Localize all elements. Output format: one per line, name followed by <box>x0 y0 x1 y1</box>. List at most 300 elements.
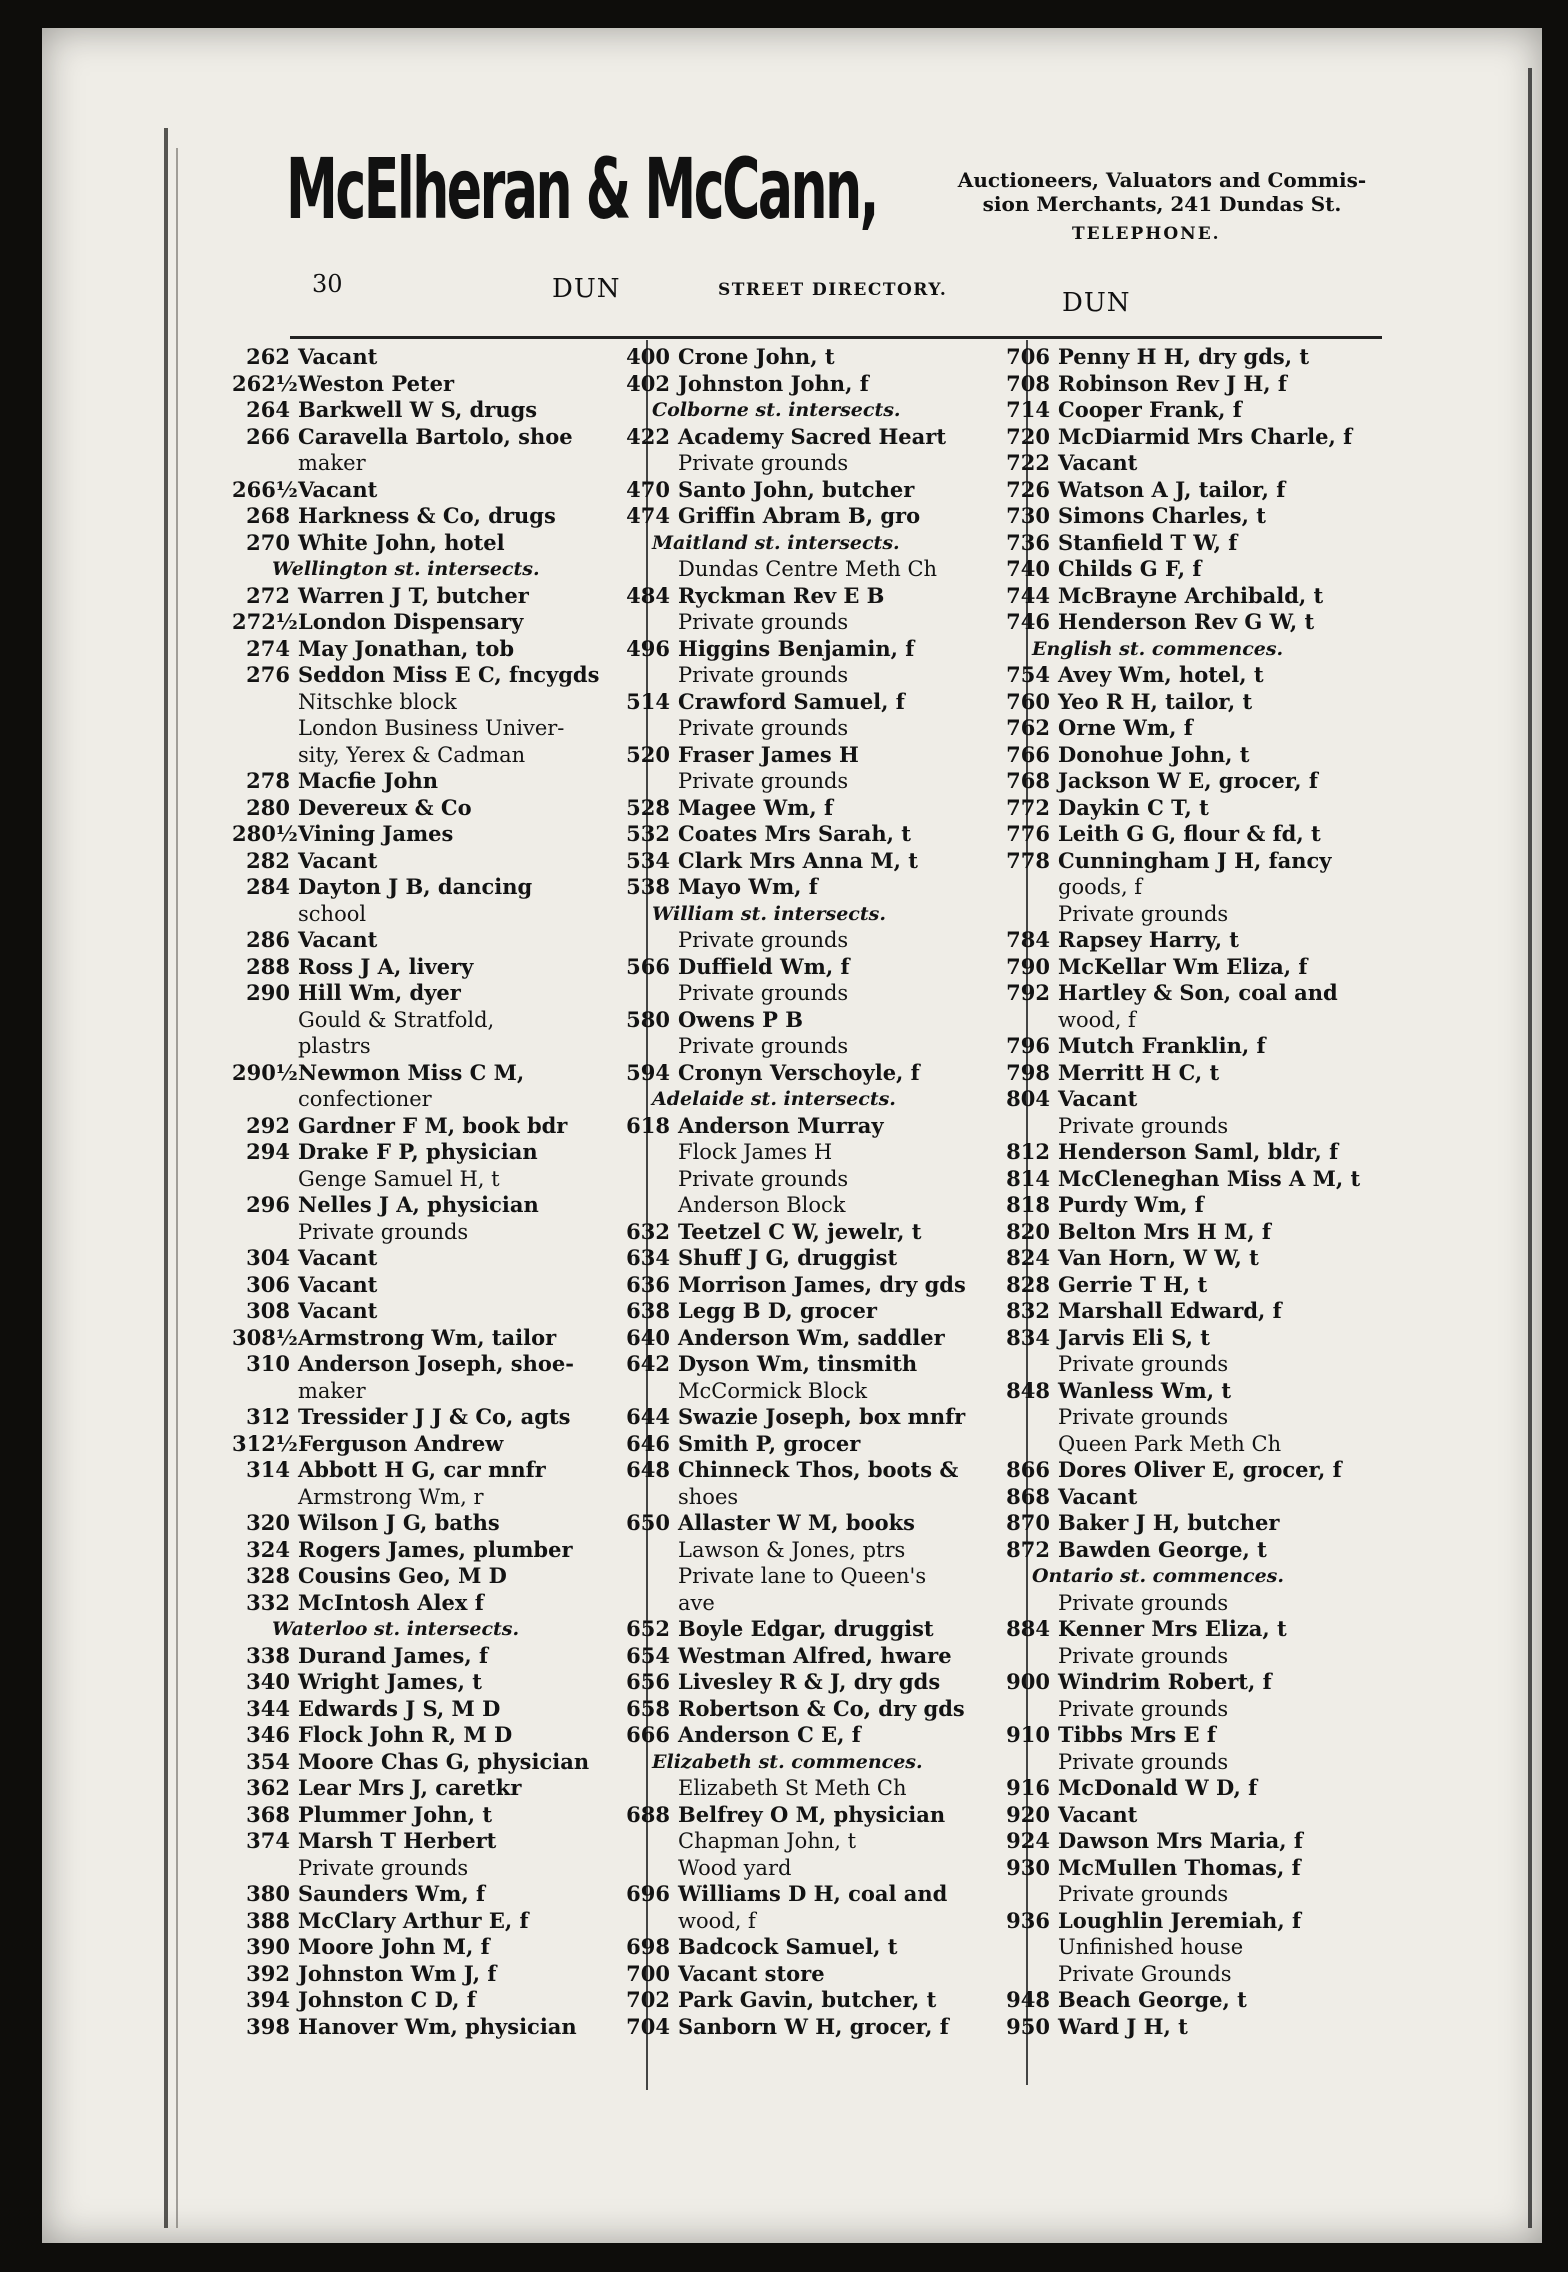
resident-name: Orne Wm, f <box>1058 715 1193 740</box>
directory-entry <box>232 1749 642 1776</box>
directory-entry <box>992 662 1382 689</box>
directory-entry <box>992 689 1382 716</box>
resident-name: Gould & Stratfold, <box>298 1007 495 1032</box>
directory-entry <box>992 1934 1382 1961</box>
directory-entry <box>992 980 1382 1007</box>
resident-name: Private grounds <box>678 663 849 687</box>
directory-entry <box>232 1643 642 1670</box>
resident-name: Wood yard <box>678 1855 792 1880</box>
house-number: 766 <box>1006 741 1050 767</box>
house-number: 296 <box>246 1192 290 1217</box>
directory-entry <box>232 1351 642 1378</box>
directory-entry <box>992 1457 1382 1484</box>
directory-entry <box>612 1775 1012 1802</box>
house-number: 924 <box>1006 1828 1050 1853</box>
house-number: 314 <box>246 1457 290 1482</box>
directory-entry <box>232 1855 642 1882</box>
directory-entry <box>612 821 1012 848</box>
house-number: 266 <box>246 423 290 449</box>
resident-name: Barkwell W S, drugs <box>298 397 538 422</box>
house-number: 362 <box>246 1775 290 1800</box>
directory-entry <box>232 477 642 504</box>
house-number: 648 <box>626 1457 670 1482</box>
directory-entry <box>612 1616 1012 1643</box>
running-header <box>300 268 1380 318</box>
directory-entry <box>612 1563 1012 1590</box>
resident-name: Jackson W E, grocer, f <box>1058 768 1318 793</box>
resident-name: Warren J T, butcher <box>298 582 529 608</box>
resident-name: Robertson & Co, dry gds <box>678 1695 965 1721</box>
resident-name: Daykin C T, t <box>1058 794 1209 820</box>
house-number: 792 <box>1006 980 1050 1005</box>
house-number: 790 <box>1006 953 1050 979</box>
directory-entry <box>232 397 642 424</box>
resident-name: Academy Sacred Heart <box>678 423 947 449</box>
directory-entry <box>612 609 1012 636</box>
house-number: 652 <box>626 1616 670 1641</box>
resident-name: sity, Yerex & Cadman <box>298 742 526 767</box>
house-number: 346 <box>246 1722 290 1747</box>
directory-entry <box>612 662 1012 689</box>
resident-name: Van Horn, W W, t <box>1058 1245 1259 1270</box>
directory-entry <box>232 1881 642 1908</box>
resident-name: Waterloo st. intersects. <box>272 1618 520 1640</box>
resident-name: Loughlin Jeremiah, f <box>1058 1907 1301 1933</box>
resident-name: Vacant <box>298 476 378 502</box>
directory-entry <box>612 1431 1012 1458</box>
resident-name: Anderson Block <box>678 1193 846 1217</box>
directory-entry <box>992 1590 1382 1617</box>
house-number: 950 <box>1006 2013 1050 2039</box>
directory-entry <box>612 1192 1012 1219</box>
house-number: 328 <box>246 1563 290 1588</box>
resident-name: plastrs <box>298 1034 371 1058</box>
directory-entry <box>232 1431 642 1458</box>
directory-entry <box>992 1139 1382 1166</box>
house-number: 930 <box>1006 1854 1050 1880</box>
resident-name: Dundas Centre Meth Ch <box>678 557 938 581</box>
resident-name: Private grounds <box>1058 1643 1229 1668</box>
house-number: 796 <box>1006 1033 1050 1058</box>
resident-name: Private grounds <box>678 451 849 475</box>
resident-name: Santo John, butcher <box>678 476 915 502</box>
directory-entry <box>612 1113 1012 1140</box>
resident-name: Private grounds <box>1058 1590 1229 1615</box>
house-number: 632 <box>626 1218 670 1244</box>
resident-name: London Dispensary <box>298 609 524 634</box>
resident-name: Beach George, t <box>1058 1987 1247 2012</box>
resident-name: McCormick Block <box>678 1378 868 1403</box>
directory-entry <box>232 1245 642 1272</box>
directory-entry <box>992 874 1382 901</box>
directory-entry <box>612 715 1012 742</box>
resident-name: Queen Park Meth Ch <box>1058 1431 1282 1456</box>
directory-entry <box>232 371 642 398</box>
house-number: 520 <box>626 741 670 767</box>
advertisement-banner <box>286 140 1406 270</box>
house-number: 538 <box>626 874 670 899</box>
directory-entry <box>232 1775 642 1802</box>
resident-name: Yeo R H, tailor, t <box>1058 688 1253 714</box>
directory-entry <box>232 583 642 610</box>
directory-entry <box>232 1113 642 1140</box>
resident-name: Anderson C E, f <box>678 1722 861 1747</box>
house-number: 866 <box>1006 1457 1050 1482</box>
directory-entry <box>612 1908 1012 1935</box>
directory-entry <box>612 1802 1012 1829</box>
resident-name: Belfrey O M, physician <box>678 1801 946 1827</box>
house-number: 814 <box>1006 1165 1050 1191</box>
resident-name: Private grounds <box>678 769 849 793</box>
resident-name: Private grounds <box>678 981 849 1005</box>
resident-name: Hanover Wm, physician <box>298 2013 577 2039</box>
brand-description <box>912 168 1412 216</box>
street-intersection-note <box>232 556 642 583</box>
directory-entry <box>612 980 1012 1007</box>
directory-entry <box>992 1722 1382 1749</box>
running-head-left: DUN <box>552 274 621 304</box>
house-number: 338 <box>246 1642 290 1668</box>
directory-entry <box>612 1934 1012 1961</box>
directory-entry <box>232 1219 642 1246</box>
directory-entry <box>992 1113 1382 1140</box>
resident-name: Park Gavin, butcher, t <box>678 1987 937 2012</box>
resident-name: Abbott H G, car mnfr <box>298 1457 546 1482</box>
directory-entry <box>232 1192 642 1219</box>
directory-entry <box>232 609 642 636</box>
directory-entry <box>992 1166 1382 1193</box>
resident-name: Chinneck Thos, boots & <box>678 1457 959 1482</box>
directory-entry <box>232 689 642 716</box>
house-number: 288 <box>246 953 290 979</box>
directory-entry <box>232 1934 642 1961</box>
resident-name: Simons Charles, t <box>1058 503 1266 528</box>
resident-name: McClary Arthur E, f <box>298 1907 529 1933</box>
resident-name: Lear Mrs J, caretkr <box>298 1775 522 1800</box>
resident-name: Dyson Wm, tinsmith <box>678 1351 918 1376</box>
resident-name: ave <box>678 1590 715 1615</box>
house-number: 266½ <box>232 476 298 502</box>
directory-entry <box>992 1245 1382 1272</box>
resident-name: Gerrie T H, t <box>1058 1271 1208 1297</box>
directory-entry <box>992 742 1382 769</box>
directory-entry <box>992 901 1382 928</box>
resident-name: Johnston John, f <box>678 370 869 396</box>
directory-entry <box>232 1510 642 1537</box>
resident-name: Private grounds <box>678 1166 849 1191</box>
house-number: 268 <box>246 503 290 528</box>
resident-name: Higgins Benjamin, f <box>678 635 915 661</box>
house-number: 388 <box>246 1907 290 1933</box>
directory-entry <box>612 1245 1012 1272</box>
house-number: 722 <box>1006 450 1050 475</box>
house-number: 262½ <box>232 370 298 396</box>
house-number: 746 <box>1006 609 1050 634</box>
house-number: 666 <box>626 1722 670 1747</box>
resident-name: Rapsey Harry, t <box>1058 927 1240 952</box>
directory-entry <box>232 1669 642 1696</box>
resident-name: Private grounds <box>1058 1749 1229 1774</box>
house-number: 818 <box>1006 1192 1050 1217</box>
resident-name: Stanfield T W, f <box>1058 529 1238 555</box>
page-edge-line <box>176 148 178 2228</box>
resident-name: Moore Chas G, physician <box>298 1748 590 1774</box>
running-head-right: DUN <box>1062 288 1131 318</box>
resident-name: Plummer John, t <box>298 1801 493 1827</box>
directory-entry <box>612 1537 1012 1564</box>
directory-entry <box>992 1298 1382 1325</box>
directory-entry <box>612 768 1012 795</box>
resident-name: Mayo Wm, f <box>678 874 818 899</box>
house-number: 280½ <box>232 821 298 846</box>
directory-entry <box>612 371 1012 398</box>
resident-name: Vacant <box>1058 1086 1138 1111</box>
house-number: 528 <box>626 794 670 820</box>
directory-entry <box>992 556 1382 583</box>
directory-entry <box>232 742 642 769</box>
directory-entry <box>612 1272 1012 1299</box>
house-number: 308½ <box>232 1324 298 1350</box>
resident-name: Edwards J S, M D <box>298 1695 501 1721</box>
house-number: 262 <box>246 344 290 369</box>
house-number: 306 <box>246 1271 290 1297</box>
directory-entry <box>232 2014 642 2041</box>
street-intersection-note <box>232 1616 642 1643</box>
house-number: 320 <box>246 1510 290 1535</box>
directory-entry <box>612 1351 1012 1378</box>
resident-name: Private grounds <box>298 1219 469 1244</box>
resident-name: Colborne st. intersects. <box>652 399 901 421</box>
house-number: 768 <box>1006 768 1050 793</box>
street-intersection-note <box>612 530 1012 557</box>
resident-name: Armstrong Wm, tailor <box>298 1324 557 1350</box>
resident-name: Wright James, t <box>298 1669 482 1694</box>
resident-name: Anderson Joseph, shoe- <box>298 1351 574 1376</box>
resident-name: Hill Wm, dyer <box>298 980 461 1005</box>
resident-name: Private grounds <box>678 1034 849 1058</box>
resident-name: Legg B D, grocer <box>678 1298 877 1323</box>
resident-name: Seddon Miss E C, fncygds <box>298 662 600 687</box>
directory-entry <box>232 1457 642 1484</box>
street-intersection-note <box>992 636 1382 663</box>
resident-name: Vining James <box>298 821 454 846</box>
house-number: 534 <box>626 847 670 873</box>
house-number: 394 <box>246 1987 290 2012</box>
directory-entry <box>992 1219 1382 1246</box>
house-number: 700 <box>626 1960 670 1986</box>
resident-name: maker <box>298 1378 366 1403</box>
resident-name: Private grounds <box>678 928 849 952</box>
house-number: 310 <box>246 1351 290 1376</box>
house-number: 368 <box>246 1801 290 1827</box>
directory-entry <box>612 1510 1012 1537</box>
house-number: 696 <box>626 1881 670 1906</box>
directory-entry <box>612 1060 1012 1087</box>
directory-entry <box>232 1590 642 1617</box>
resident-name: Private lane to Queen's <box>678 1564 927 1588</box>
directory-entry <box>992 397 1382 424</box>
resident-name: Penny H H, dry gds, t <box>1058 344 1310 369</box>
directory-entry <box>612 1669 1012 1696</box>
resident-name: Shuff J G, druggist <box>678 1245 898 1270</box>
directory-entry <box>232 1007 642 1034</box>
house-number: 798 <box>1006 1059 1050 1085</box>
house-number: 762 <box>1006 715 1050 740</box>
house-number: 474 <box>626 503 670 528</box>
directory-entry <box>992 927 1382 954</box>
directory-entry <box>992 1272 1382 1299</box>
house-number: 698 <box>626 1934 670 1959</box>
house-number: 776 <box>1006 821 1050 846</box>
house-number: 270 <box>246 529 290 555</box>
resident-name: Drake F P, physician <box>298 1139 538 1164</box>
directory-entry <box>232 901 642 928</box>
resident-name: McDiarmid Mrs Charle, f <box>1058 423 1353 449</box>
house-number: 772 <box>1006 794 1050 820</box>
resident-name: English st. commences. <box>1032 637 1284 660</box>
directory-entry <box>992 1961 1382 1988</box>
directory-entry <box>232 1378 642 1405</box>
directory-column-3 <box>992 344 1382 2040</box>
resident-name: Harkness & Co, drugs <box>298 503 556 528</box>
resident-name: Bawden George, t <box>1058 1536 1267 1562</box>
house-number: 744 <box>1006 582 1050 608</box>
resident-name: Robinson Rev J H, f <box>1058 370 1287 396</box>
house-number: 714 <box>1006 397 1050 422</box>
directory-entry <box>612 424 1012 451</box>
directory-entry <box>232 503 642 530</box>
resident-name: Caravella Bartolo, shoe <box>298 423 573 449</box>
house-number: 824 <box>1006 1245 1050 1270</box>
resident-name: shoes <box>678 1484 739 1509</box>
resident-name: Leith G G, flour & fd, t <box>1058 821 1321 846</box>
house-number: 308 <box>246 1298 290 1323</box>
directory-entry <box>992 1325 1382 1352</box>
resident-name: Ferguson Andrew <box>298 1430 504 1456</box>
directory-entry <box>612 848 1012 875</box>
directory-entry <box>992 1643 1382 1670</box>
directory-entry <box>612 1881 1012 1908</box>
directory-entry <box>992 1404 1382 1431</box>
directory-entry <box>612 1007 1012 1034</box>
house-number: 872 <box>1006 1536 1050 1562</box>
directory-entry <box>612 1139 1012 1166</box>
directory-entry <box>232 954 642 981</box>
house-number: 272 <box>246 582 290 608</box>
directory-entry <box>992 821 1382 848</box>
house-number: 948 <box>1006 1987 1050 2012</box>
resident-name: Avey Wm, hotel, t <box>1058 662 1264 687</box>
header-rule <box>290 336 1382 339</box>
resident-name: Ross J A, livery <box>298 953 474 979</box>
directory-entry <box>612 954 1012 981</box>
directory-entry <box>612 927 1012 954</box>
resident-name: Rogers James, plumber <box>298 1536 573 1562</box>
resident-name: Private grounds <box>1058 901 1229 926</box>
resident-name: Private Grounds <box>1058 1961 1232 1986</box>
running-head-title: STREET DIRECTORY. <box>718 280 948 300</box>
brand-name: McElheran & McCann, <box>286 140 877 238</box>
house-number: 398 <box>246 2013 290 2039</box>
directory-entry <box>612 1696 1012 1723</box>
directory-entry <box>232 1802 642 1829</box>
house-number: 496 <box>626 635 670 661</box>
directory-entry <box>992 1510 1382 1537</box>
directory-entry <box>992 371 1382 398</box>
directory-entry <box>992 477 1382 504</box>
house-number: 292 <box>246 1112 290 1138</box>
directory-entry <box>612 1378 1012 1405</box>
resident-name: school <box>298 901 367 926</box>
resident-name: Flock James H <box>678 1140 833 1164</box>
resident-name: McIntosh Alex f <box>298 1589 484 1615</box>
house-number: 282 <box>246 847 290 873</box>
resident-name: Livesley R & J, dry gds <box>678 1669 941 1694</box>
directory-entry <box>992 1987 1382 2014</box>
house-number: 402 <box>626 370 670 396</box>
directory-entry <box>232 1404 642 1431</box>
street-intersection-note <box>612 901 1012 928</box>
directory-entry <box>232 821 642 848</box>
resident-name: Vacant <box>298 1245 378 1270</box>
house-number: 644 <box>626 1404 670 1429</box>
resident-name: Gardner F M, book bdr <box>298 1112 568 1138</box>
directory-entry <box>612 1722 1012 1749</box>
house-number: 784 <box>1006 927 1050 952</box>
resident-name: London Business Univer- <box>298 716 565 740</box>
resident-name: Anderson Wm, saddler <box>678 1324 945 1350</box>
resident-name: Wanless Wm, t <box>1058 1377 1232 1403</box>
resident-name: Mutch Franklin, f <box>1058 1033 1266 1058</box>
directory-entry <box>232 662 642 689</box>
directory-entry <box>992 1696 1382 1723</box>
directory-entry <box>232 795 642 822</box>
resident-name: Purdy Wm, f <box>1058 1192 1204 1217</box>
resident-name: Saunders Wm, f <box>298 1881 486 1906</box>
resident-name: Jarvis Eli S, t <box>1058 1324 1210 1350</box>
resident-name: Maitland st. intersects. <box>652 531 900 554</box>
directory-entry <box>232 1987 642 2014</box>
directory-entry <box>612 1404 1012 1431</box>
resident-name: Weston Peter <box>298 370 455 396</box>
house-number: 820 <box>1006 1218 1050 1244</box>
resident-name: Private grounds <box>678 610 849 634</box>
directory-entry <box>992 1007 1382 1034</box>
directory-entry <box>992 2014 1382 2041</box>
house-number: 566 <box>626 953 670 979</box>
directory-entry <box>612 503 1012 530</box>
directory-entry <box>232 1139 642 1166</box>
house-number: 422 <box>626 423 670 449</box>
directory-entry <box>992 450 1382 477</box>
directory-entry <box>992 1881 1382 1908</box>
house-number: 312½ <box>232 1430 298 1456</box>
resident-name: Elizabeth St Meth Ch <box>678 1776 907 1800</box>
resident-name: Cronyn Verschoyle, f <box>678 1059 920 1085</box>
resident-name: Marsh T Herbert <box>298 1828 497 1853</box>
directory-entry <box>992 1775 1382 1802</box>
directory-entry <box>232 344 642 371</box>
resident-name: Childs G F, f <box>1058 556 1202 581</box>
directory-entry <box>992 1378 1382 1405</box>
resident-name: Nitschke block <box>298 689 457 714</box>
resident-name: Tressider J J & Co, agts <box>298 1404 571 1429</box>
resident-name: Wilson J G, baths <box>298 1510 500 1535</box>
resident-name: Nelles J A, physician <box>298 1192 539 1217</box>
directory-entry <box>232 768 642 795</box>
house-number: 900 <box>1006 1669 1050 1694</box>
house-number: 264 <box>246 397 290 422</box>
